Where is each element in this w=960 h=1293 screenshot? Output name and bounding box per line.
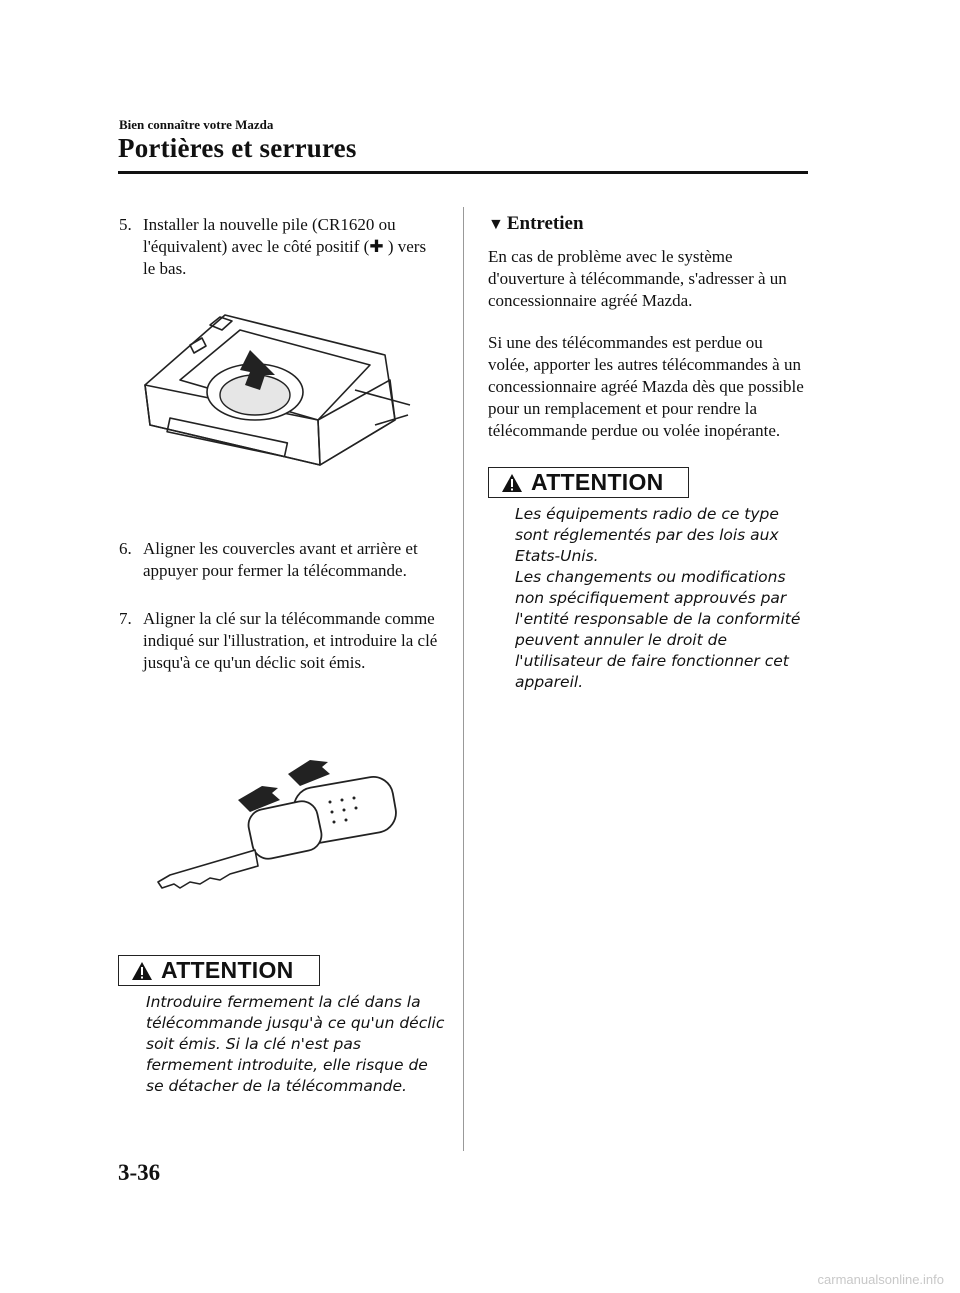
step-number: 5. bbox=[119, 215, 132, 234]
warning-triangle-icon bbox=[501, 473, 523, 493]
page-number: 3-36 bbox=[118, 1160, 161, 1185]
page-title: Portières et serrures bbox=[118, 133, 357, 163]
step-text: Aligner la clé sur la télécommande comme indiqué sur l'illustration, et introduire la clé jusqu'à ce qu'un déclic soit émis. bbox=[143, 609, 438, 672]
attention-box bbox=[118, 955, 320, 986]
attention-label: ATTENTION bbox=[531, 469, 664, 495]
section-subheading bbox=[488, 213, 584, 235]
paragraph-1: En cas de problème avec le système d'ouverture à télécommande, s'adresser à un concessionnaire agréé Mazda. bbox=[488, 247, 787, 310]
step-text: Installer la nouvelle pile (CR1620 ou l'équivalent) avec le côté positif (✚ ) vers le bas. bbox=[143, 215, 427, 278]
watermark: carmanualsonline.info bbox=[817, 1272, 944, 1287]
attention-label: ATTENTION bbox=[161, 957, 294, 983]
section-label: Bien connaître votre Mazda bbox=[119, 117, 274, 132]
attention-text: Les équipements radio de ce type sont réglementés par des lois aux Etats-Unis. Les changements ou modifications non spécifiquement approuvés par l'entité responsable de la conformité peuvent annuler le droit de l'utilisateur de faire fonctionner cet appareil. bbox=[515, 505, 801, 691]
down-triangle-icon: ▼ bbox=[488, 216, 504, 233]
warning-triangle-icon bbox=[131, 961, 153, 981]
step-5 bbox=[119, 214, 439, 280]
column-divider bbox=[463, 207, 464, 1151]
paragraph-2: Si une des télécommandes est perdue ou volée, apporter les autres télécommandes à un concessionnaire agréé Mazda dès que possible pour un remplacement et pour rendre la télécommande perdue ou volée inopérante. bbox=[488, 333, 804, 440]
title-rule bbox=[118, 171, 808, 174]
key-remote-illustration bbox=[150, 750, 410, 900]
step-number: 6. bbox=[119, 539, 132, 558]
step-6 bbox=[119, 538, 439, 582]
step-number: 7. bbox=[119, 609, 132, 628]
battery-tray-illustration bbox=[140, 300, 420, 470]
subheading-text: Entretien bbox=[506, 213, 584, 234]
attention-box bbox=[488, 467, 689, 498]
attention-text: Introduire fermement la clé dans la télécommande jusqu'à ce qu'un déclic soit émis. Si la clé n'est pas fermement introduite, elle risque de se détacher de la télécommande. bbox=[146, 993, 445, 1095]
step-text: Aligner les couvercles avant et arrière et appuyer pour fermer la télécommande. bbox=[143, 539, 418, 580]
step-7 bbox=[119, 608, 439, 674]
